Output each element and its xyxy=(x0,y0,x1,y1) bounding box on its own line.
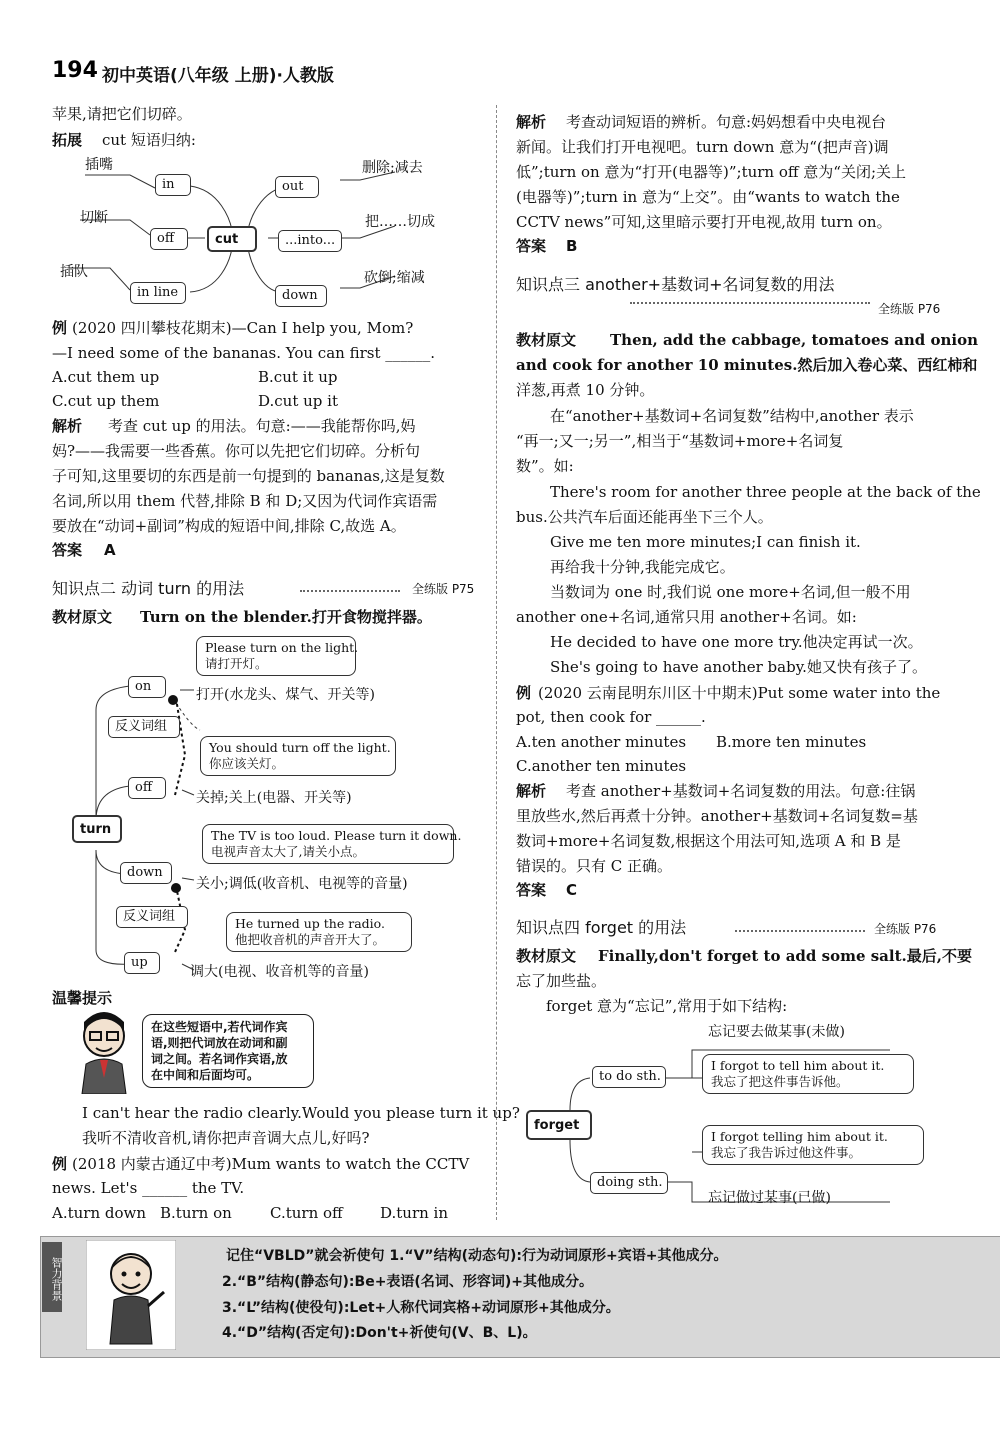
option-c: C.another ten minutes xyxy=(516,757,687,775)
tip-line: 在中间和后面均可。 xyxy=(151,1068,260,1082)
forget-top-label: 忘记要去做某事(未做) xyxy=(708,1024,845,1040)
example-bubble xyxy=(702,1125,924,1165)
tip-example-cn: 我听不清收音机,请你把声音调大点儿,好吗? xyxy=(82,1129,370,1147)
source-text: Then, add the cabbage, tomatoes and onion xyxy=(610,331,979,349)
body-line: 再给我十分钟,我能完成它。 xyxy=(550,558,735,576)
turn-down-meaning: 关小;调低(收音机、电视等的音量) xyxy=(196,876,408,892)
example-line: news. Let's ______ the TV. xyxy=(52,1179,245,1197)
tip-line: 语,则把代词放在动词和副 xyxy=(151,1036,288,1050)
analysis-label: 解析 xyxy=(516,782,547,800)
body-line: 当数词为 one 时,我们说 one more+名词,但一般不用 xyxy=(550,583,911,601)
tip-box xyxy=(142,1014,314,1088)
cut-inline-meaning: 插队 xyxy=(60,264,88,280)
answer-value: A xyxy=(104,541,116,559)
analysis-line: 新闻。让我们打开电视吧。turn down 意为“(把声音)调 xyxy=(516,138,889,156)
analysis-line: 要放在“动词+副词”构成的短语中间,排除 C,故选 A。 xyxy=(52,517,406,535)
column-divider xyxy=(496,105,497,1220)
example-bubble xyxy=(196,636,359,676)
source-text: and cook for another 10 minutes.然后加入卷心菜、西红柿和 xyxy=(516,356,978,374)
answer-label: 答案 xyxy=(516,881,547,899)
expand-label: 拓展 xyxy=(52,131,83,149)
bubble-en: You should turn off the light. xyxy=(209,740,391,755)
body-line: She's going to have another baby.她又快有孩子了。 xyxy=(550,658,927,676)
example-line: (2018 内蒙古通辽中考)Mum wants to watch the CCTV xyxy=(72,1155,470,1173)
knowledge-point-title: 知识点四 forget 的用法 xyxy=(516,918,687,937)
antonym-box: 反义词组 xyxy=(108,716,180,738)
footer-line: 记住“VBLD”就会祈使句 1.“V”结构(动态句):行为动词原形+宾语+其他成分。 xyxy=(226,1248,728,1264)
page-number: 194 xyxy=(52,58,98,83)
cut-out-meaning: 删除;减去 xyxy=(362,160,423,176)
knowledge-point-title: 知识点三 another+基数词+名词复数的用法 xyxy=(516,275,835,294)
option-a: A.cut them up xyxy=(52,368,160,386)
bubble-cn: 我忘了把这件事告诉他。 xyxy=(711,1074,849,1089)
source-text: 忘了加些盐。 xyxy=(516,972,607,990)
turn-up-box: up xyxy=(124,952,160,974)
tip-label: 温馨提示 xyxy=(52,989,113,1007)
bubble-cn: 请打开灯。 xyxy=(205,656,268,671)
answer-value: C xyxy=(566,881,578,899)
page-ref: 全练版 P76 xyxy=(878,302,941,316)
option-b: B.cut it up xyxy=(258,368,338,386)
analysis-line: 名词,所以用 them 代替,排除 B 和 D;又因为代词作宾语需 xyxy=(52,492,438,510)
heading-dots xyxy=(630,302,870,304)
analysis-line: 考查 another+基数词+名词复数的用法。句意:往锅 xyxy=(566,782,916,800)
tip-line: 在这些短语中,若代词作宾 xyxy=(151,1020,288,1034)
antonym-box: 反义词组 xyxy=(116,906,188,928)
cut-off-meaning: 切断 xyxy=(80,210,108,226)
example-label: 例 xyxy=(52,319,68,337)
option-c: C.cut up them xyxy=(52,392,160,410)
bubble-en: Please turn on the light. xyxy=(205,640,359,655)
heading-dots xyxy=(735,930,865,932)
bubble-cn: 他把收音机的声音开大了。 xyxy=(235,932,386,947)
text-line: 苹果,请把它们切碎。 xyxy=(52,105,192,123)
body-line: He decided to have one more try.他决定再试一次。 xyxy=(550,633,923,651)
bubble-cn: 我忘了我告诉过他这件事。 xyxy=(711,1145,862,1160)
example-label: 例 xyxy=(52,1155,68,1173)
turn-off-box: off xyxy=(128,777,166,799)
bubble-en: The TV is too loud. Please turn it down. xyxy=(211,828,462,843)
cut-in-box: in xyxy=(155,174,191,196)
analysis-line: 里放些水,然后再煮十分钟。another+基数词+名词复数=基 xyxy=(516,807,918,825)
option-d: D.cut up it xyxy=(258,392,338,410)
cut-down-meaning: 砍倒;缩减 xyxy=(364,270,425,286)
turn-up-meaning: 调大(电视、收音机等的音量) xyxy=(190,964,369,980)
cartoon-boy-icon xyxy=(86,1240,176,1350)
cut-in-meaning: 插嘴 xyxy=(85,157,113,173)
body-line: 在“another+基数词+名词复数”结构中,another 表示 xyxy=(550,407,914,425)
turn-center-box: turn xyxy=(72,815,122,843)
cartoon-teacher-icon xyxy=(70,1008,138,1094)
page-ref: 全练版 P75 xyxy=(412,582,475,596)
tip-line: 词之间。若名词作宾语,放 xyxy=(151,1052,288,1066)
book-title: 初中英语(八年级 上册)·人教版 xyxy=(102,66,334,86)
example-line: (2020 四川攀枝花期末)—Can I help you, Mom? xyxy=(72,319,414,337)
turn-down-box: down xyxy=(120,862,172,884)
turn-on-box: on xyxy=(128,676,166,698)
analysis-line: 低”;turn on 意为“打开(电器等)”;turn off 意为“关闭;关上 xyxy=(516,163,907,181)
turn-off-meaning: 关掉;关上(电器、开关等) xyxy=(196,790,352,806)
option-a: A.turn down xyxy=(52,1204,147,1222)
tip-example-en: I can't hear the radio clearly.Would you please turn it up? xyxy=(82,1104,520,1122)
analysis-line: CCTV news”可知,这里暗示要打开电视,故用 turn on。 xyxy=(516,213,892,231)
body-line: Give me ten more minutes;I can finish it. xyxy=(550,533,861,551)
source-label: 教材原文 xyxy=(516,331,577,349)
example-label: 例 xyxy=(516,684,532,702)
forget-center-box: forget xyxy=(526,1110,592,1140)
analysis-line: 数词+more+名词复数,根据这个用法可知,选项 A 和 B 是 xyxy=(516,832,901,850)
footer-line: 2.“B”结构(静态句):Be+表语(名词、形容词)+其他成分。 xyxy=(222,1274,593,1290)
bubble-en: He turned up the radio. xyxy=(235,916,385,931)
page-header xyxy=(40,58,500,86)
body-line: forget 意为“忘记”,常用于如下结构: xyxy=(546,997,788,1015)
source-label: 教材原文 xyxy=(516,947,577,965)
example-line: —I need some of the bananas. You can first ______. xyxy=(52,344,436,362)
cut-into-box: ...into... xyxy=(278,230,342,252)
source-label: 教材原文 xyxy=(52,608,113,626)
bubble-cn: 你应该关灯。 xyxy=(209,756,285,771)
example-bubble xyxy=(226,912,412,952)
option-d: D.turn in xyxy=(380,1204,449,1222)
source-text: Turn on the blender.打开食物搅拌器。 xyxy=(140,608,432,626)
body-line: “再一;又一;另一”,相当于“基数词+more+名词复 xyxy=(516,432,844,450)
body-line: 数”。如: xyxy=(516,457,574,475)
analysis-line: 考查动词短语的辨析。句意:妈妈想看中央电视台 xyxy=(566,113,887,131)
source-text: 洋葱,再煮 10 分钟。 xyxy=(516,381,655,399)
answer-label: 答案 xyxy=(516,237,547,255)
answer-value: B xyxy=(566,237,578,255)
example-line: pot, then cook for ______. xyxy=(516,708,706,726)
option-b: B.turn on xyxy=(160,1204,232,1222)
option-a: A.ten another minutes xyxy=(516,733,687,751)
footer-line: 3.“L”结构(使役句):Let+人称代词宾格+动词原形+其他成分。 xyxy=(222,1300,620,1316)
turn-on-meaning: 打开(水龙头、煤气、开关等) xyxy=(196,687,375,703)
analysis-line: 错误的。只有 C 正确。 xyxy=(516,857,673,875)
cut-inline-box: in line xyxy=(130,282,186,304)
forget-doing-box: doing sth. xyxy=(590,1172,668,1194)
example-line: (2020 云南昆明东川区十中期末)Put some water into the xyxy=(538,684,941,702)
analysis-line: (电器等)”;turn in 意为“上交”。由“wants to watch the xyxy=(516,188,900,206)
bubble-cn: 电视声音太大了,请关小点。 xyxy=(211,844,365,859)
option-c: C.turn off xyxy=(270,1204,343,1222)
cut-down-box: down xyxy=(275,285,327,307)
footer-line: 4.“D”结构(否定句):Don't+祈使句(V、B、L)。 xyxy=(222,1325,537,1341)
forget-todo-box: to do sth. xyxy=(592,1066,666,1088)
body-line: bus.公共汽车后面还能再坐下三个人。 xyxy=(516,508,773,526)
analysis-line: 妈?——我需要一些香蕉。你可以先把它们切碎。分析句 xyxy=(52,442,421,460)
body-line: another one+名词,通常只用 another+名词。如: xyxy=(516,608,857,626)
knowledge-point-title: 知识点二 动词 turn 的用法 xyxy=(52,579,245,598)
example-bubble xyxy=(200,736,396,776)
body-line: There's room for another three people at the back of the xyxy=(550,483,981,501)
answer-label: 答案 xyxy=(52,541,83,559)
bubble-en: I forgot telling him about it. xyxy=(711,1129,888,1144)
source-text: Finally,don't forget to add some salt.最后,不要 xyxy=(598,947,972,965)
example-bubble xyxy=(202,824,462,864)
forget-bottom-label: 忘记做过某事(已做) xyxy=(708,1190,831,1206)
cut-out-box: out xyxy=(275,176,319,198)
expand-text: cut 短语归纳: xyxy=(102,131,196,149)
analysis-label: 解析 xyxy=(516,113,547,131)
page-ref: 全练版 P76 xyxy=(874,922,937,936)
cut-center-box: cut xyxy=(207,226,257,252)
cut-map-lines xyxy=(50,150,490,315)
analysis-line: 子可知,这里要切的东西是前一句提到的 bananas,这是复数 xyxy=(52,467,445,485)
option-b: B.more ten minutes xyxy=(716,733,867,751)
bubble-en: I forgot to tell him about it. xyxy=(711,1058,885,1073)
analysis-label: 解析 xyxy=(52,417,83,435)
analysis-line: 考查 cut up 的用法。句意:——我能帮你吗,妈 xyxy=(108,417,416,435)
cut-off-box: off xyxy=(150,228,188,250)
footer-side-tag xyxy=(42,1242,62,1312)
side-tag-text: 智力背景 xyxy=(50,1257,63,1301)
cut-into-meaning: 把……切成 xyxy=(365,214,435,230)
example-bubble xyxy=(702,1054,914,1094)
heading-dots xyxy=(300,590,400,592)
